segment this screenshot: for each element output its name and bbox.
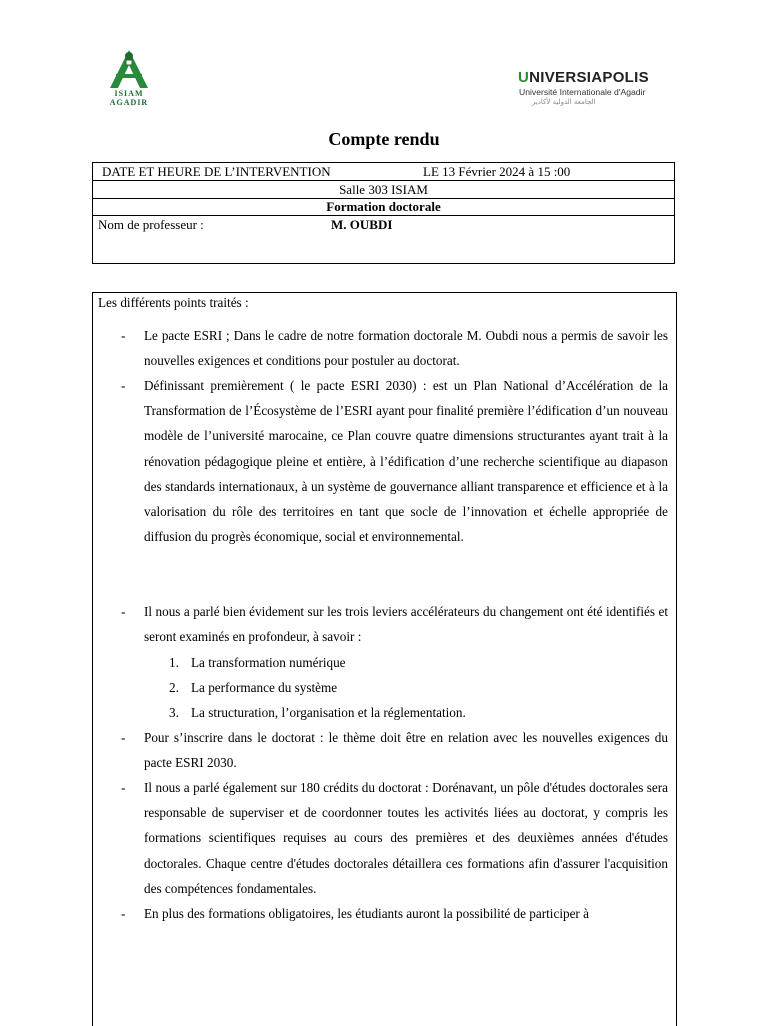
room-row: [93, 181, 674, 199]
isiam-logo-name: ISIAM: [114, 89, 144, 98]
program-row: [93, 199, 674, 216]
lever-text: La transformation numérique: [191, 655, 346, 670]
bullet-dash: -: [121, 780, 126, 795]
isiam-emblem-icon: [104, 48, 154, 90]
room-value: Salle 303 ISIAM: [339, 182, 428, 197]
list-item-text: Pour s’inscrire dans le doctorat : le thème doit être en relation avec les nouvelles exigences du pacte ESRI 2030.: [144, 730, 668, 771]
universiapolis-logo-rest: NIVERSIAPOLIS: [529, 69, 649, 86]
intervention-info-table: [92, 162, 675, 264]
lever-text: La performance du système: [191, 680, 338, 695]
professor-name: M. OUBDI: [331, 217, 393, 232]
list-item-text: Il nous a parlé également sur 180 crédits du doctorat : Dorénavant, un pôle d'études doctorales sera responsable de superviser et de coordonner toutes les activités liées au doctorat, y compris les formations scientifiques requises au cours des premières et des deuxièmes années d'études doctorales. Chaque centre d'études doctorales détaillera ces formations afin d'assurer l'acquisition des compétences fondamentales.: [144, 780, 668, 896]
bullet-dash: -: [121, 378, 126, 393]
professor-label: Nom de professeur :: [98, 217, 204, 232]
bullet-dash: -: [121, 906, 126, 921]
program-value: Formation doctorale: [326, 199, 441, 214]
list-item-text: Définissant premièrement ( le pacte ESRI 2030) : est un Plan National d’Accélération de la Transformation de l’Écosystème de l’ESRI ayant pour finalité première l’édification d’un nouveau modèle de l’université marocaine, ce Plan couvre quatre dimensions structurantes ayant trait à la rénovation pédagogique pleine et entière, à l’édification d’une recherche scientifique au diapason des standards internationaux, à un système de gouvernance alliant transparence et efficience et à la valorisation du rôle des territoires en tant que socle de l’innovation et échelle appropriée de diffusion du progrès économique, social et environnemental.: [144, 378, 668, 545]
date-label: DATE ET HEURE DE L’INTERVENTION: [102, 164, 331, 179]
date-row: [93, 163, 674, 181]
bullet-dash: -: [121, 604, 126, 619]
lever-item: [169, 675, 668, 700]
list-item-text: Il nous a parlé bien évidement sur les trois leviers accélérateurs du changement ont été identifiés et seront examinés en profondeur, à savoir :: [144, 604, 668, 645]
universiapolis-logo-arabic: الجامعة الدولية لأكادير: [532, 98, 596, 106]
lever-number: 2.: [169, 680, 179, 695]
lever-item: [169, 650, 668, 675]
list-item-text: En plus des formations obligatoires, les étudiants auront la possibilité de participer à: [144, 906, 589, 921]
bullet-dash: -: [121, 730, 126, 745]
list-item-text: Le pacte ESRI ; Dans le cadre de notre formation doctorale M. Oubdi nous a permis de savoir les nouvelles exigences et conditions pour postuler au doctorat.: [144, 328, 668, 369]
points-header: Les différents points traités :: [98, 295, 249, 310]
points-section: [92, 292, 677, 1026]
lever-number: 1.: [169, 655, 179, 670]
bullet-dash: -: [121, 328, 126, 343]
isiam-logo: [104, 48, 154, 110]
universiapolis-logo: [518, 70, 668, 110]
lever-item: [169, 700, 668, 725]
lever-number: 3.: [169, 705, 179, 720]
universiapolis-logo-initial: U: [518, 69, 530, 86]
isiam-logo-city: AGADIR: [109, 98, 149, 107]
lever-text: La structuration, l’organisation et la réglementation.: [191, 705, 466, 720]
universiapolis-logo-subtitle: Université Internationale d'Agadir: [519, 87, 646, 97]
universiapolis-logo-name: [518, 70, 649, 86]
page-title: Compte rendu: [328, 129, 440, 149]
date-value: LE 13 Février 2024 à 15 :00: [423, 164, 571, 179]
